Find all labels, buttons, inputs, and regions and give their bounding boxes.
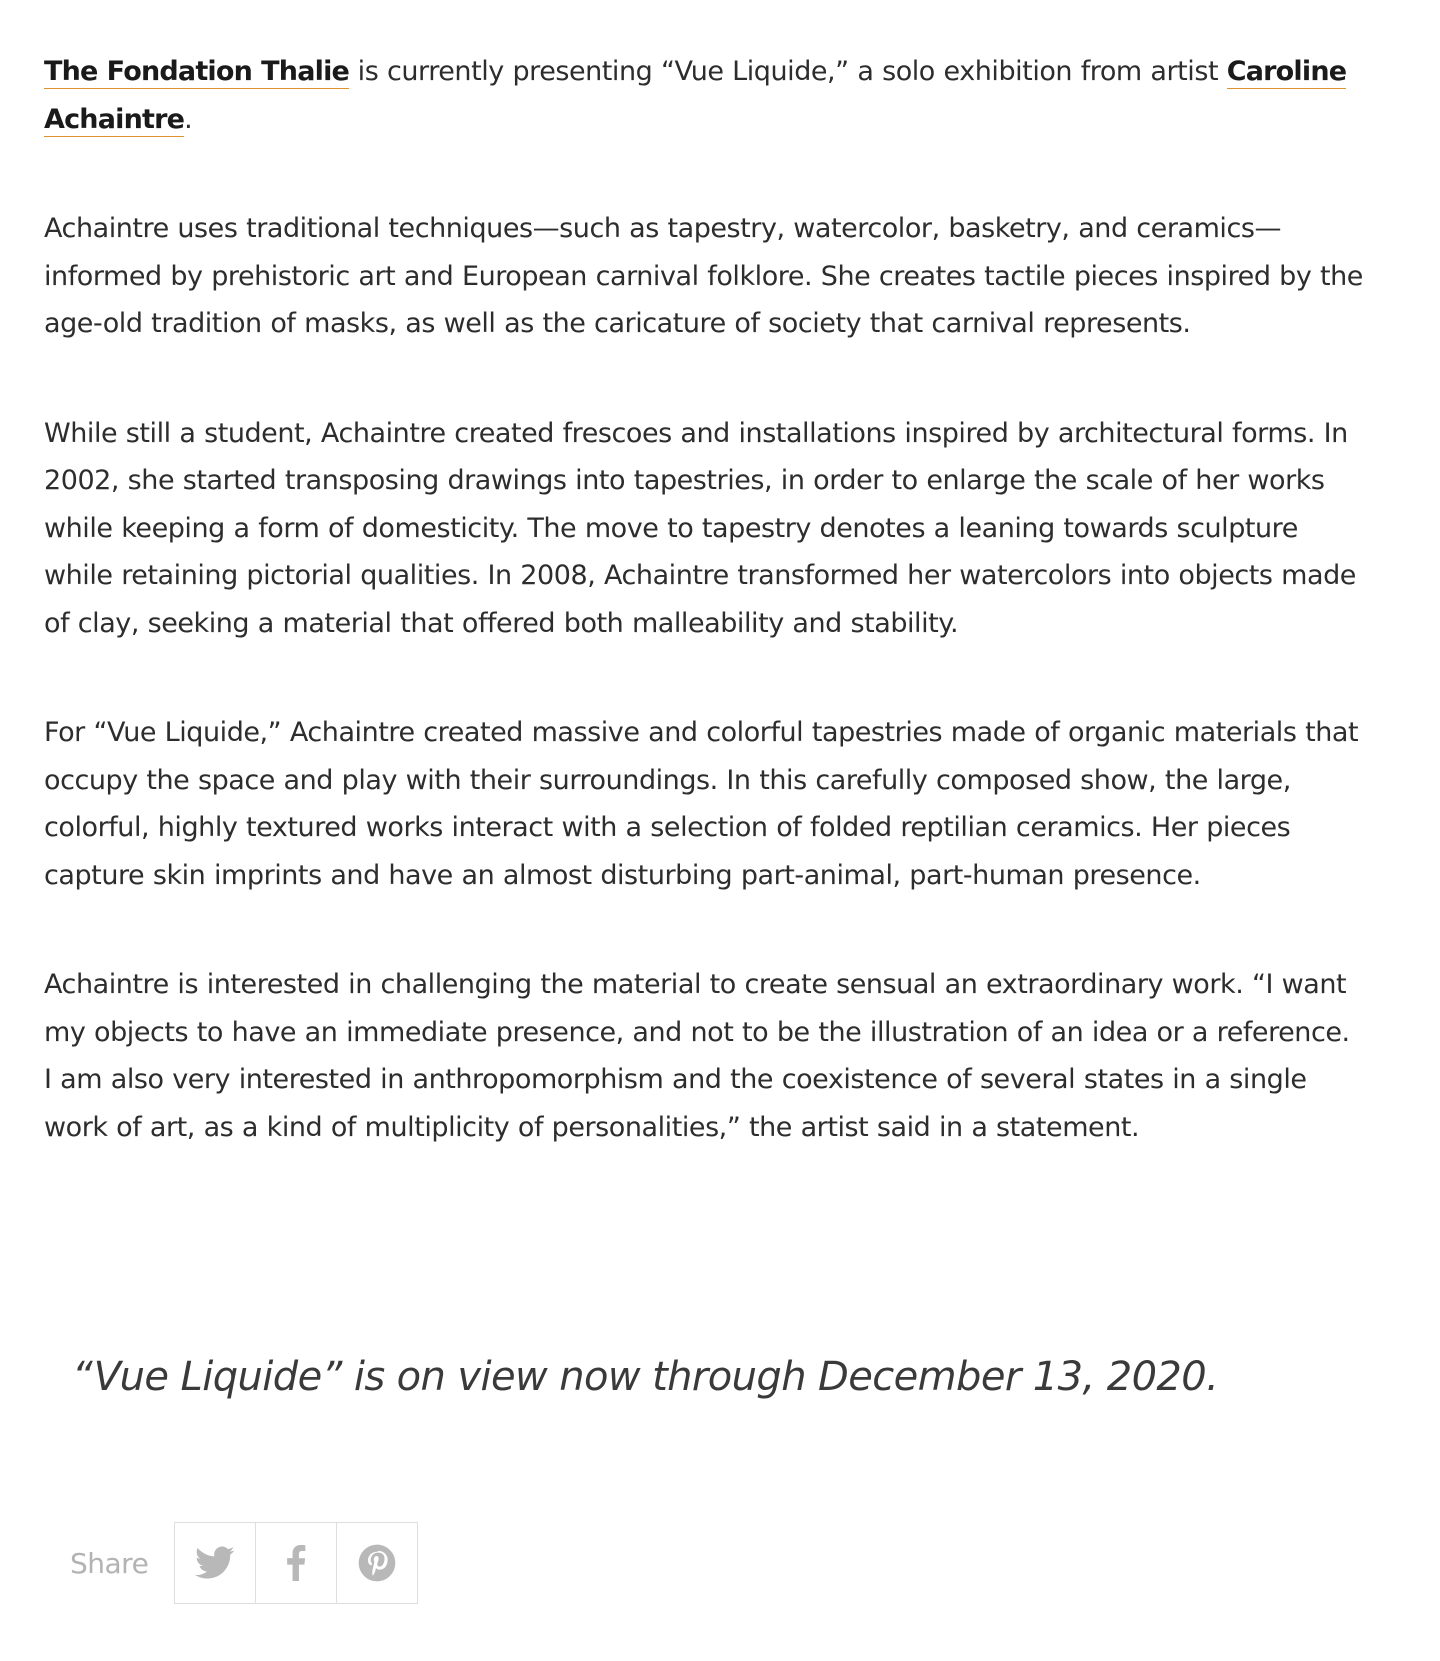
exhibition-dates-pullquote: “Vue Liquide” is on view now through December 13, 2020. xyxy=(72,1354,1219,1400)
intro-text: is currently presenting “Vue Liquide,” a solo exhibition from artist xyxy=(349,56,1227,87)
facebook-icon xyxy=(285,1545,307,1581)
intro-period: . xyxy=(184,103,193,135)
article-body xyxy=(44,48,1364,1213)
paragraph-statement: Achaintre is interested in challenging the material to create sensual an extraordinary work. “I want my objects to have an immediate presence, and not to be the illustration of an idea or a reference. I am also very interested in anthropomorphism and the coexistence of several states in a single work of art, as a kind of multiplicity of personalities,” the artist said in a statement. xyxy=(44,969,1350,1143)
share-buttons xyxy=(174,1522,418,1604)
fondation-thalie-link[interactable]: The Fondation Thalie xyxy=(44,56,350,87)
caroline-achaintre-link[interactable]: Caroline Achaintre xyxy=(44,56,1347,135)
share-twitter-button[interactable] xyxy=(175,1523,256,1603)
paragraph-history: While still a student, Achaintre created frescoes and installations inspired by architectural forms. In 2002, she started transposing drawings into tapestries, in order to enlarge the scale of her works while keeping a form of domesticity. The move to tapestry denotes a leaning towards sculpture while retaining pictorial qualities. In 2008, Achaintre transformed her watercolors into objects made of clay, seeking a material that offered both malleability and stability. xyxy=(44,417,1356,639)
share-pinterest-button[interactable] xyxy=(337,1523,417,1603)
share-facebook-button[interactable] xyxy=(256,1523,337,1603)
share-bar xyxy=(70,1522,418,1604)
intro-paragraph xyxy=(44,48,1364,143)
twitter-icon xyxy=(195,1546,235,1580)
paragraph-techniques: Achaintre uses traditional techniques—such as tapestry, watercolor, basketry, and ceramics—informed by prehistoric art and European carnival folklore. She creates tactile pieces inspired by the age-old tradition of masks, as well as the caricature of society that carnival represents. xyxy=(44,213,1363,339)
pinterest-icon xyxy=(357,1543,397,1583)
paragraph-vue-liquide: For “Vue Liquide,” Achaintre created massive and colorful tapestries made of organic materials that occupy the space and play with their surroundings. In this carefully composed show, the large, colorful, highly textured works interact with a selection of folded reptilian ceramics. Her pieces capture skin imprints and have an almost disturbing part-animal, part-human presence. xyxy=(44,717,1359,891)
share-label: Share xyxy=(70,1546,149,1580)
